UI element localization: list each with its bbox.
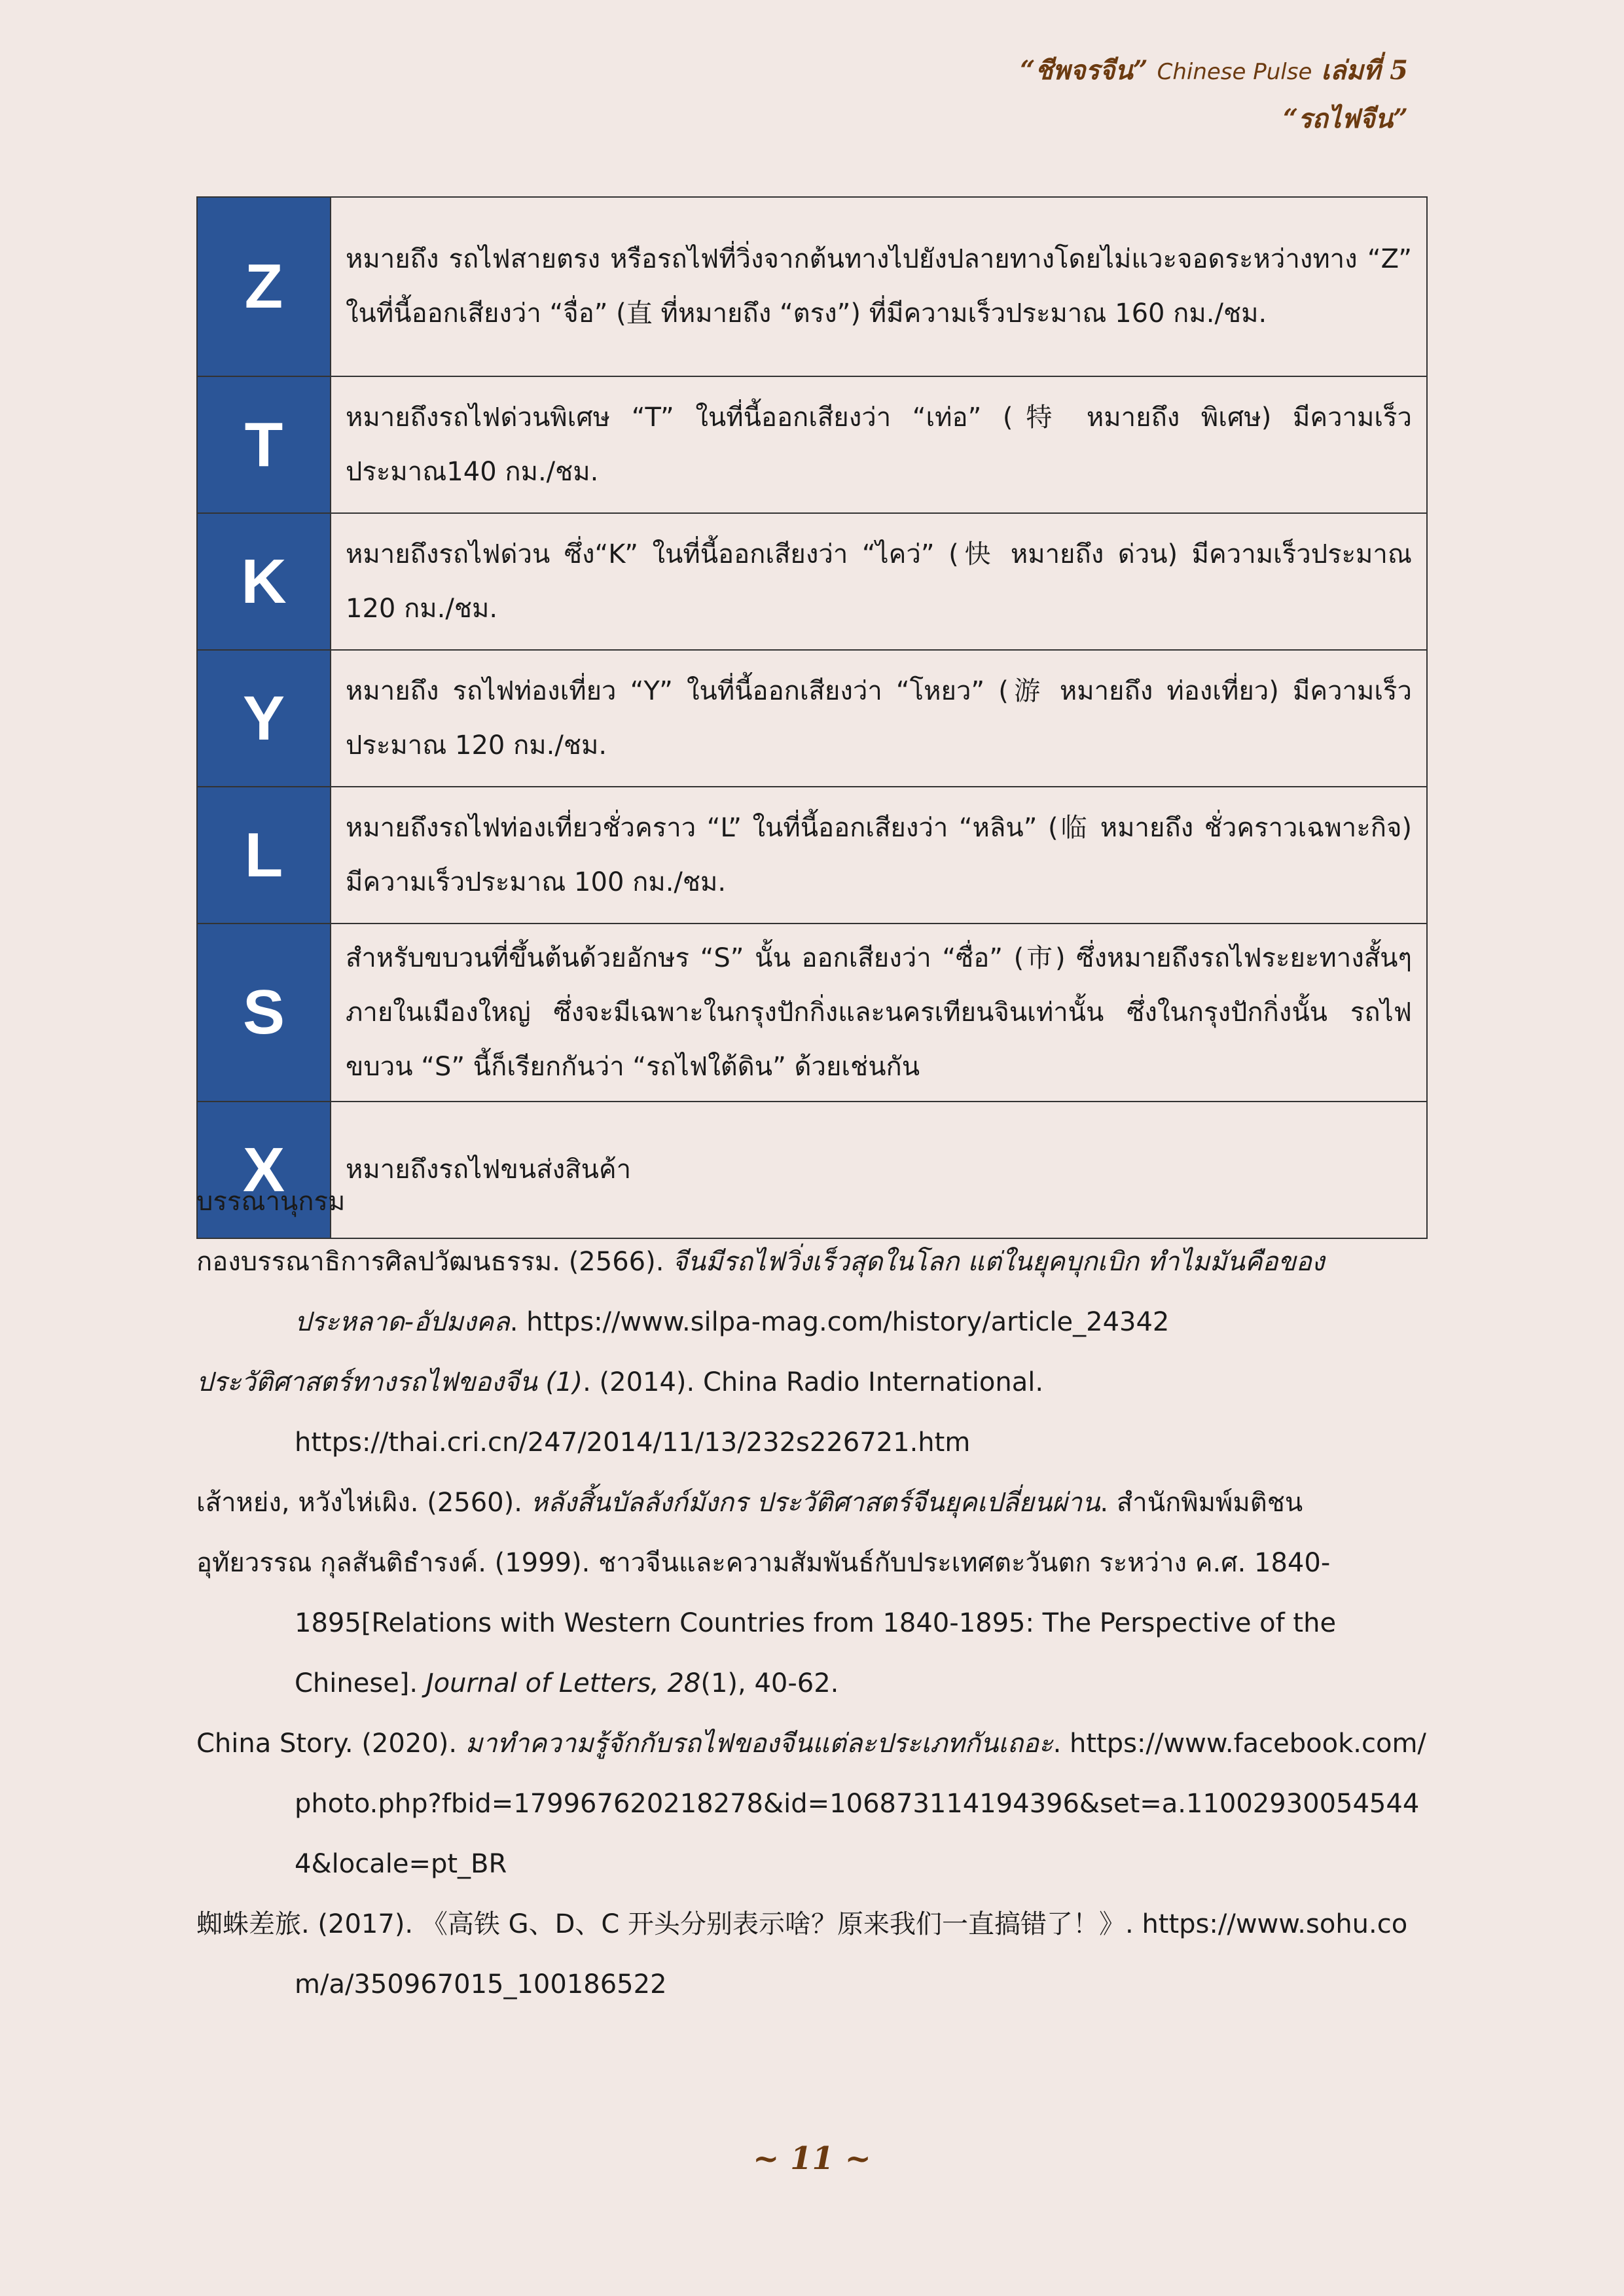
entry-author: เส้าหย่ง, หวังไห่เผิง. (2560). bbox=[196, 1488, 531, 1518]
entry-title: จีนมีรถไฟวิ่งเร็วสุดในโลก แต่ในยุคบุกเบิก ทำไมมันคือของประหลาด-อัปมงคล bbox=[295, 1247, 1325, 1337]
entry-source: . https://www.silpa-mag.com/history/article_24342 bbox=[509, 1307, 1170, 1337]
entry-source: . https://www.facebook.com/photo.php?fbid=179967620218278&id=106873114194396&set=a.110029300545444&locale=pt_BR bbox=[295, 1729, 1426, 1879]
entry-title: Journal of Letters, 28 bbox=[425, 1668, 701, 1698]
bibliography-entry bbox=[196, 1713, 1428, 1894]
code-description: หมายถึงรถไฟด่วน ซึ่ง“K” ในที่นี้ออกเสียงว่า “ไคว่” (快 หมายถึง ด่วน) มีความเร็วประมาณ 120 กม./ชม. bbox=[331, 513, 1427, 650]
entry-author: อุทัยวรรณ กุลสันติธำรงค์. (1999). ชาวจีนและความสัมพันธ์กับประเทศตะวันตก ระหว่าง ค.ศ. 1840-1895[Relations with Western Countries from 1840-1895: The Perspective of the Chinese]. bbox=[196, 1548, 1337, 1698]
bibliography-entry bbox=[196, 1894, 1428, 2015]
train-code-table bbox=[196, 196, 1428, 1239]
code-description: หมายถึงรถไฟด่วนพิเศษ “T” ในที่นี้ออกเสียงว่า “เท่อ” (特 หมายถึง พิเศษ) มีความเร็วประมาณ140 กม./ชม. bbox=[331, 376, 1427, 513]
code-description: หมายถึงรถไฟท่องเที่ยวชั่วคราว “L” ในที่นี้ออกเสียงว่า “หลิน” (临 หมายถึง ชั่วคราวเฉพาะกิจ) มีความเร็วประมาณ 100 กม./ชม. bbox=[331, 787, 1427, 924]
table-row bbox=[197, 924, 1427, 1102]
bibliography-entry bbox=[196, 1352, 1428, 1473]
entry-source: (1), 40-62. bbox=[700, 1668, 839, 1698]
table-row bbox=[197, 513, 1427, 650]
page-header bbox=[1020, 47, 1408, 143]
header-topic: “รถไฟจีน” bbox=[1283, 103, 1408, 134]
table-row bbox=[197, 650, 1427, 787]
bibliography bbox=[196, 1172, 1428, 2015]
code-description: หมายถึงรถไฟขนส่งสินค้า bbox=[331, 1102, 1427, 1238]
bibliography-entry bbox=[196, 1473, 1428, 1533]
code-letter: X bbox=[197, 1102, 331, 1238]
entry-author: China Story. (2020). bbox=[196, 1729, 465, 1759]
volume-label: เล่มที่ 5 bbox=[1321, 55, 1408, 86]
code-letter: S bbox=[197, 924, 331, 1102]
code-description: สำหรับขบวนที่ขึ้นต้นด้วยอักษร “S” นั้น ออกเสียงว่า “ซื่อ” (市) ซึ่งหมายถึงรถไฟระยะทางสั้นๆ ภายในเมืองใหญ่ ซึ่งจะมีเฉพาะในกรุงปักกิ่งและนครเทียนจินเท่านั้น ซึ่งในกรุงปักกิ่งนั้น รถไฟขบวน “S” นี้ก็เรียกกันว่า “รถไฟใต้ดิน” ด้วยเช่นกัน bbox=[331, 924, 1427, 1102]
code-letter: T bbox=[197, 376, 331, 513]
bibliography-heading: บรรณานุกรม bbox=[196, 1187, 346, 1217]
page-number: ~ 11 ~ bbox=[753, 2140, 871, 2177]
code-letter: Z bbox=[197, 197, 331, 376]
table-row bbox=[197, 197, 1427, 376]
entry-title: มาทำความรู้จักกับรถไฟของจีนแต่ละประเภทกันเถอะ bbox=[465, 1729, 1053, 1759]
entry-source: . (2014). China Radio International. https://thai.cri.cn/247/2014/11/13/232s226721.htm bbox=[295, 1367, 1044, 1458]
bibliography-entry bbox=[196, 1533, 1428, 1713]
series-name: “ชีพจรจีน” bbox=[1020, 55, 1148, 86]
entry-author: 蜘蛛差旅. (2017). 《高铁 G、D、C 开头分别表示啥？原来我们一直搞错了！》. https://www.sohu.com/a/350967015_100186522 bbox=[196, 1909, 1408, 2000]
series-name-en: Chinese Pulse bbox=[1157, 59, 1312, 85]
code-description: หมายถึง รถไฟสายตรง หรือรถไฟที่วิ่งจากต้นทางไปยังปลายทางโดยไม่แวะจอดระหว่างทาง “Z” ในที่นี้ออกเสียงว่า “จื่อ” (直 ที่หมายถึง “ตรง”) ที่มีความเร็วประมาณ 160 กม./ชม. bbox=[331, 197, 1427, 376]
code-letter: K bbox=[197, 513, 331, 650]
header-series-line bbox=[1020, 47, 1408, 96]
code-letter: L bbox=[197, 787, 331, 924]
table-row bbox=[197, 376, 1427, 513]
entry-source: . สำนักพิมพ์มติชน bbox=[1100, 1488, 1303, 1518]
entry-title: ประวัติศาสตร์ทางรถไฟของจีน (1) bbox=[196, 1367, 583, 1397]
code-description: หมายถึง รถไฟท่องเที่ยว “Y” ในที่นี้ออกเสียงว่า “โหยว” (游 หมายถึง ท่องเที่ยว) มีความเร็วประมาณ 120 กม./ชม. bbox=[331, 650, 1427, 787]
code-letter: Y bbox=[197, 650, 331, 787]
entry-author: กองบรรณาธิการศิลปวัฒนธรรม. (2566). bbox=[196, 1247, 673, 1277]
entry-title: หลังสิ้นบัลลังก์มังกร ประวัติศาสตร์จีนยุคเปลี่ยนผ่าน bbox=[530, 1488, 1100, 1518]
bibliography-entry bbox=[196, 1232, 1428, 1352]
table-row bbox=[197, 787, 1427, 924]
